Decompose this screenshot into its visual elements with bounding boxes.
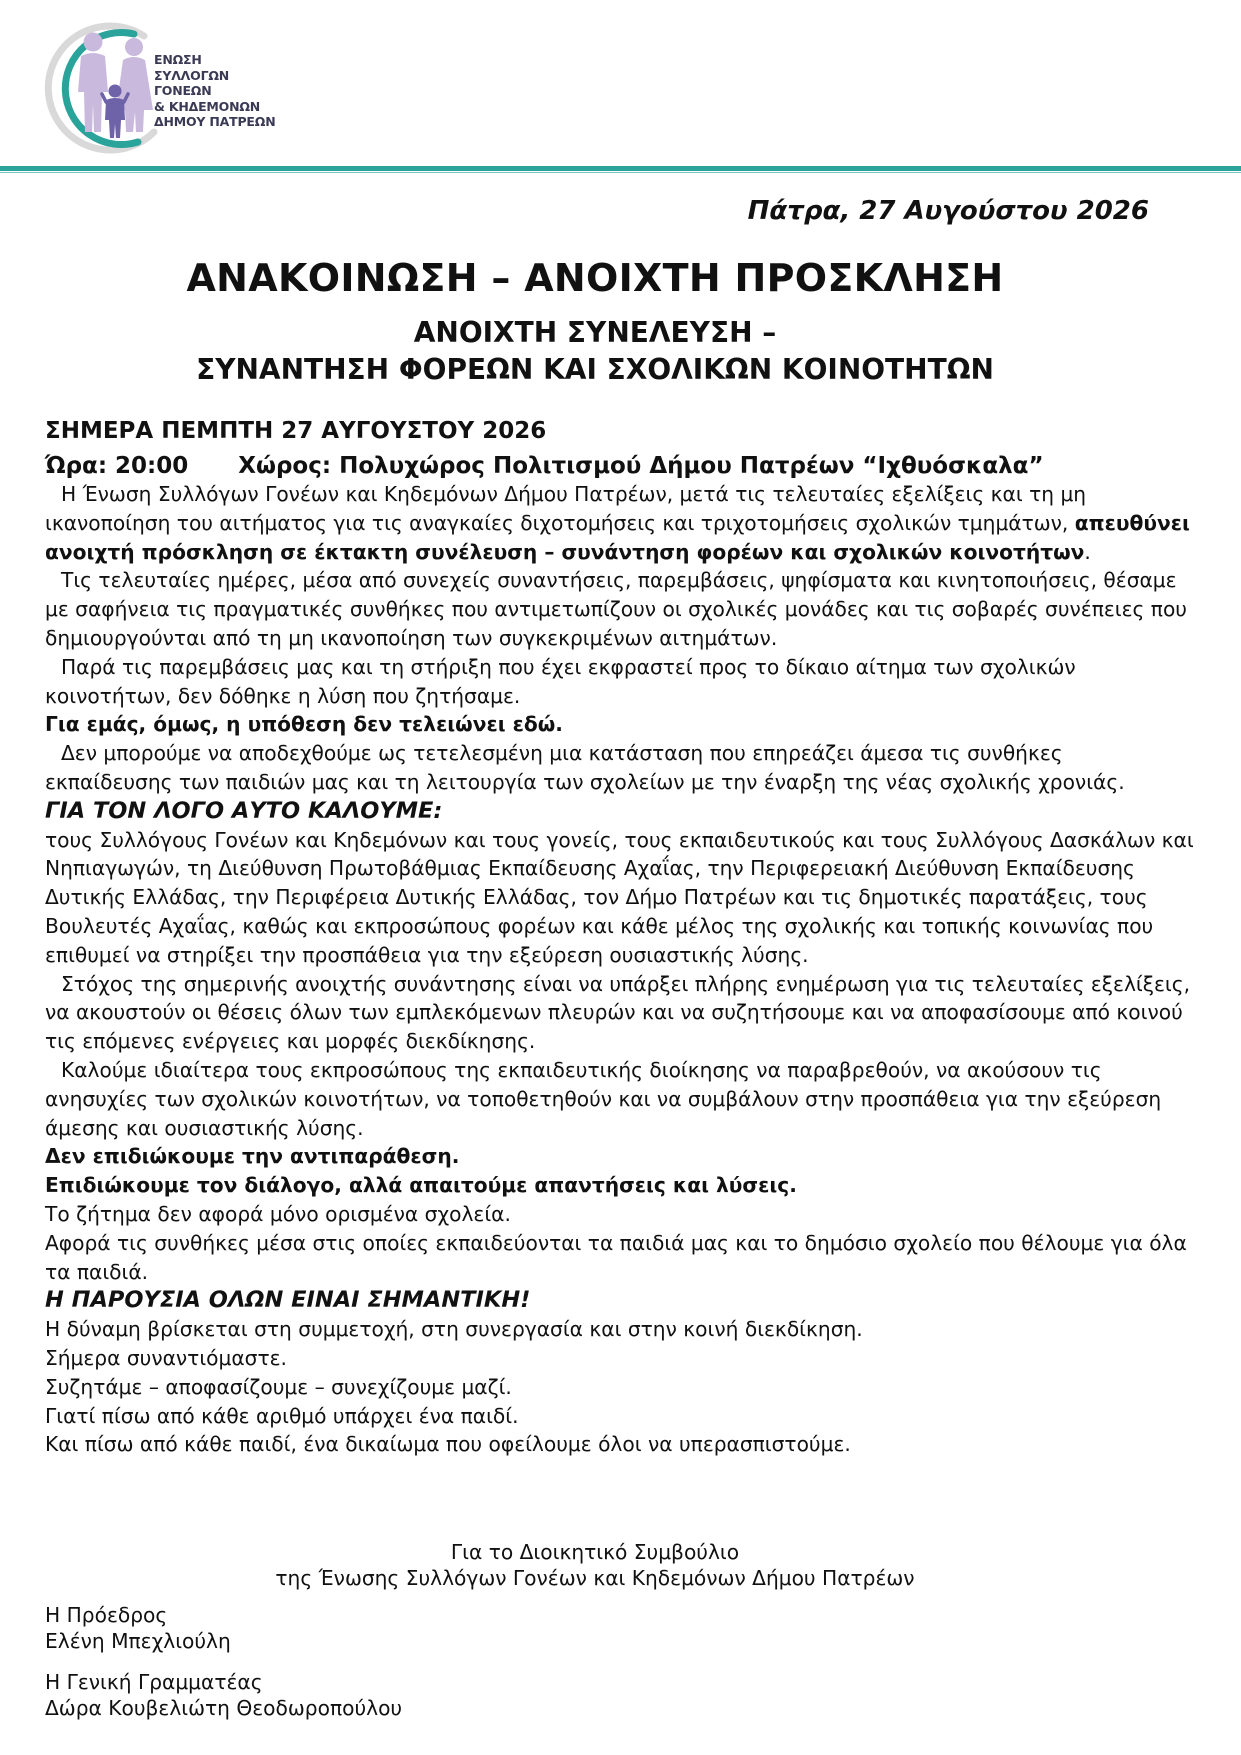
document-title: ΑΝΑΚΟΙΝΩΣΗ – ΑΝΟΙΧΤΗ ΠΡΟΣΚΛΗΣΗ xyxy=(186,256,1004,300)
secretary-signature xyxy=(45,1670,402,1721)
president-title: Η Πρόεδρος xyxy=(45,1603,168,1627)
closing-line: Και πίσω από κάθε παιδί, ένα δικαίωμα που οφείλουμε όλοι να υπερασπιστούμε. xyxy=(45,1432,851,1457)
closing-line: Η δύναμη βρίσκεται στη συμμετοχή, στη συνεργασία και στην κοινή διεκδίκηση. xyxy=(45,1317,863,1342)
meeting-time-venue xyxy=(45,452,1195,480)
paragraph-refusal: Δεν μπορούμε να αποδεχθούμε ως τετελεσμένη μια κατάσταση που επηρεάζει άμεσα τις συνθήκες εκπαίδευσης των παιδιών μας και τη λειτουργία των σχολείων με την έναρξη της νέας σχολικής χρονιάς. xyxy=(45,741,1125,794)
document-subtitle xyxy=(0,314,1190,388)
paragraph-goal: Στόχος της σημερινής ανοιχτής συνάντησης είναι να υπάρξει πλήρης ενημέρωση για τις τελευταίες εξελίξεις, να ακουστούν οι θέσεις όλων των εμπλεκόμενων πλευρών και να συζητήσουμε και να αποφασίσουμε από κοινού τις επόμενες ενέργειες και μορφές διεκδίκησης. xyxy=(45,971,1190,1054)
paragraph-conditions: Αφορά τις συνθήκες μέσα στις οποίες εκπαιδεύονται τα παιδιά μας και το δημόσιο σχολείο που θέλουμε για όλα τα παιδιά. xyxy=(45,1230,1187,1284)
letterhead xyxy=(0,0,1241,176)
paragraph-interventions: Παρά τις παρεμβάσεις μας και τη στήριξη που έχει εκφραστεί προς το δίκαιο αίτημα των σχολικών κοινοτήτων, δεν δόθηκε η λύση που ζητήσαμε. xyxy=(45,654,1076,708)
secretary-name: Δώρα Κουβελιώτη Θεοδωροπούλου xyxy=(45,1695,403,1720)
header-divider-thin xyxy=(0,172,1241,173)
statement-dialogue: Επιδιώκουμε τον διάλογο, αλλά απαιτούμε απαντήσεις και λύσεις. xyxy=(45,1173,797,1198)
statement-not-over: Για εμάς, όμως, η υπόθεση δεν τελειώνει εδώ. xyxy=(45,712,563,737)
paragraph-context: Τις τελευταίες ημέρες, μέσα από συνεχείς συναντήσεις, παρεμβάσεις, ψηφίσματα και κινητοποιήσεις, θέσαμε με σαφήνεια τις πραγματικές συνθήκες που αντιμετωπίζουν οι σχολικές μονάδες και τις σοβαρές συνέπειες που δημιουργούνται από τη μη ικανοποίηση των συγκεκριμένων αιτημάτων. xyxy=(45,568,1187,650)
presence-heading: Η ΠΑΡΟΥΣΙΑ ΟΛΩΝ ΕΙΝΑΙ ΣΗΜΑΝΤΙΚΗ! xyxy=(45,1287,531,1314)
meeting-day: ΣΗΜΕΡΑ ΠΕΜΠΤΗ 27 ΑΥΓΟΥΣΤΟΥ 2026 xyxy=(45,418,547,444)
closing-line: Σήμερα συναντιόμαστε. xyxy=(45,1345,287,1370)
meeting-venue: Χώρος: Πολυχώρος Πολιτισμού Δήμου Πατρέων “Ιχθυόσκαλα” xyxy=(238,453,1044,479)
logo-line: ΔΗΜΟΥ ΠΑΤΡΕΩΝ xyxy=(154,114,276,129)
intro-end: . xyxy=(1084,539,1091,564)
paragraph-issue: Το ζήτημα δεν αφορά μόνο ορισμένα σχολεία. xyxy=(45,1201,511,1226)
logo-text xyxy=(154,52,275,130)
closing-line: Συζητάμε – αποφασίζουμε – συνεχίζουμε μαζί. xyxy=(45,1374,512,1399)
statement-no-confrontation: Δεν επιδιώκουμε την αντιπαράθεση. xyxy=(45,1144,460,1169)
logo-line: ΓΟΝΕΩΝ xyxy=(154,83,212,98)
call-heading: ΓΙΑ ΤΟΝ ΛΟΓΟ ΑΥΤΟ ΚΑΛΟΥΜΕ: xyxy=(45,797,443,824)
board-signature xyxy=(0,1540,1190,1591)
paragraph-intro xyxy=(45,480,1195,566)
paragraph-administration: Καλούμε ιδιαίτερα τους εκπροσώπους της εκπαιδευτικής διοίκησης να παραβρεθούν, να ακούσουν τις ανησυχίες των σχολικών κοινοτήτων, να τοποθετηθούν και να συμβάλουν στην προσπάθεια για την εξεύρεση άμεσης και ουσιαστικής λύσης. xyxy=(45,1057,1162,1140)
signature-line-2: της Ένωσης Συλλόγων Γονέων και Κηδεμόνων Δήμου Πατρέων xyxy=(275,1565,915,1590)
logo-line: ΣΥΛΛΟΓΩΝ xyxy=(154,67,230,83)
document-body xyxy=(45,417,1195,1459)
meeting-time: Ώρα: 20:00 xyxy=(45,453,189,479)
intro-invitation: απευθύνει ανοιχτή πρόσκληση σε έκτακτη συνέλευση – συνάντηση φορέων και σχολικών κοινοτήτων xyxy=(45,510,1190,564)
subtitle-line-1: ΑΝΟΙΧΤΗ ΣΥΝΕΛΕΥΣΗ – xyxy=(413,316,777,349)
logo-line: ΕΝΩΣΗ xyxy=(154,52,202,67)
closing-line: Γιατί πίσω από κάθε αριθμό υπάρχει ένα παιδί. xyxy=(45,1403,519,1428)
document-date: Πάτρα, 27 Αυγούστου 2026 xyxy=(747,196,1149,226)
signature-line-1: Για το Διοικητικό Συμβούλιο xyxy=(450,1540,740,1564)
logo-line: & ΚΗΔΕΜΟΝΩΝ xyxy=(154,98,261,114)
intro-text: Η Ένωση Συλλόγων Γονέων και Κηδεμόνων Δήμου Πατρέων, μετά τις τελευταίες εξελίξεις και τη μη ικανοποίηση του αιτήματος για τις αναγκαίες διχοτομήσεις και τριχοτομήσεις σχολικών τμημάτων, xyxy=(45,482,1087,535)
president-signature xyxy=(45,1603,231,1654)
subtitle-line-2: ΣΥΝΑΝΤΗΣΗ ΦΟΡΕΩΝ ΚΑΙ ΣΧΟΛΙΚΩΝ ΚΟΙΝΟΤΗΤΩΝ xyxy=(196,353,994,386)
header-divider xyxy=(0,166,1241,171)
paragraph-invitees: τους Συλλόγους Γονέων και Κηδεμόνων και τους γονείς, τους εκπαιδευτικούς και τους Συλλόγους Δασκάλων και Νηπιαγωγών, τη Διεύθυνση Πρωτοβάθμιας Εκπαίδευσης Αχαΐας, την Περιφερειακή Διεύθυνση Εκπαίδευσης Δυτικής Ελλάδας, την Περιφέρεια Δυτικής Ελλάδας, τον Δήμο Πατρέων και τις δημοτικές παρατάξεις, τους Βουλευτές Αχαΐας, καθώς και εκπροσώπους φορέων και κάθε μέλος της σχολικής και τοπικής κοινωνίας που επιθυμεί να στηρίξει την προσπάθεια για την εξεύρεση ουσιαστικής λύσης. xyxy=(45,827,1194,967)
president-name: Ελένη Μπεχλιούλη xyxy=(45,1628,231,1653)
secretary-title: Η Γενική Γραμματέας xyxy=(45,1670,263,1694)
